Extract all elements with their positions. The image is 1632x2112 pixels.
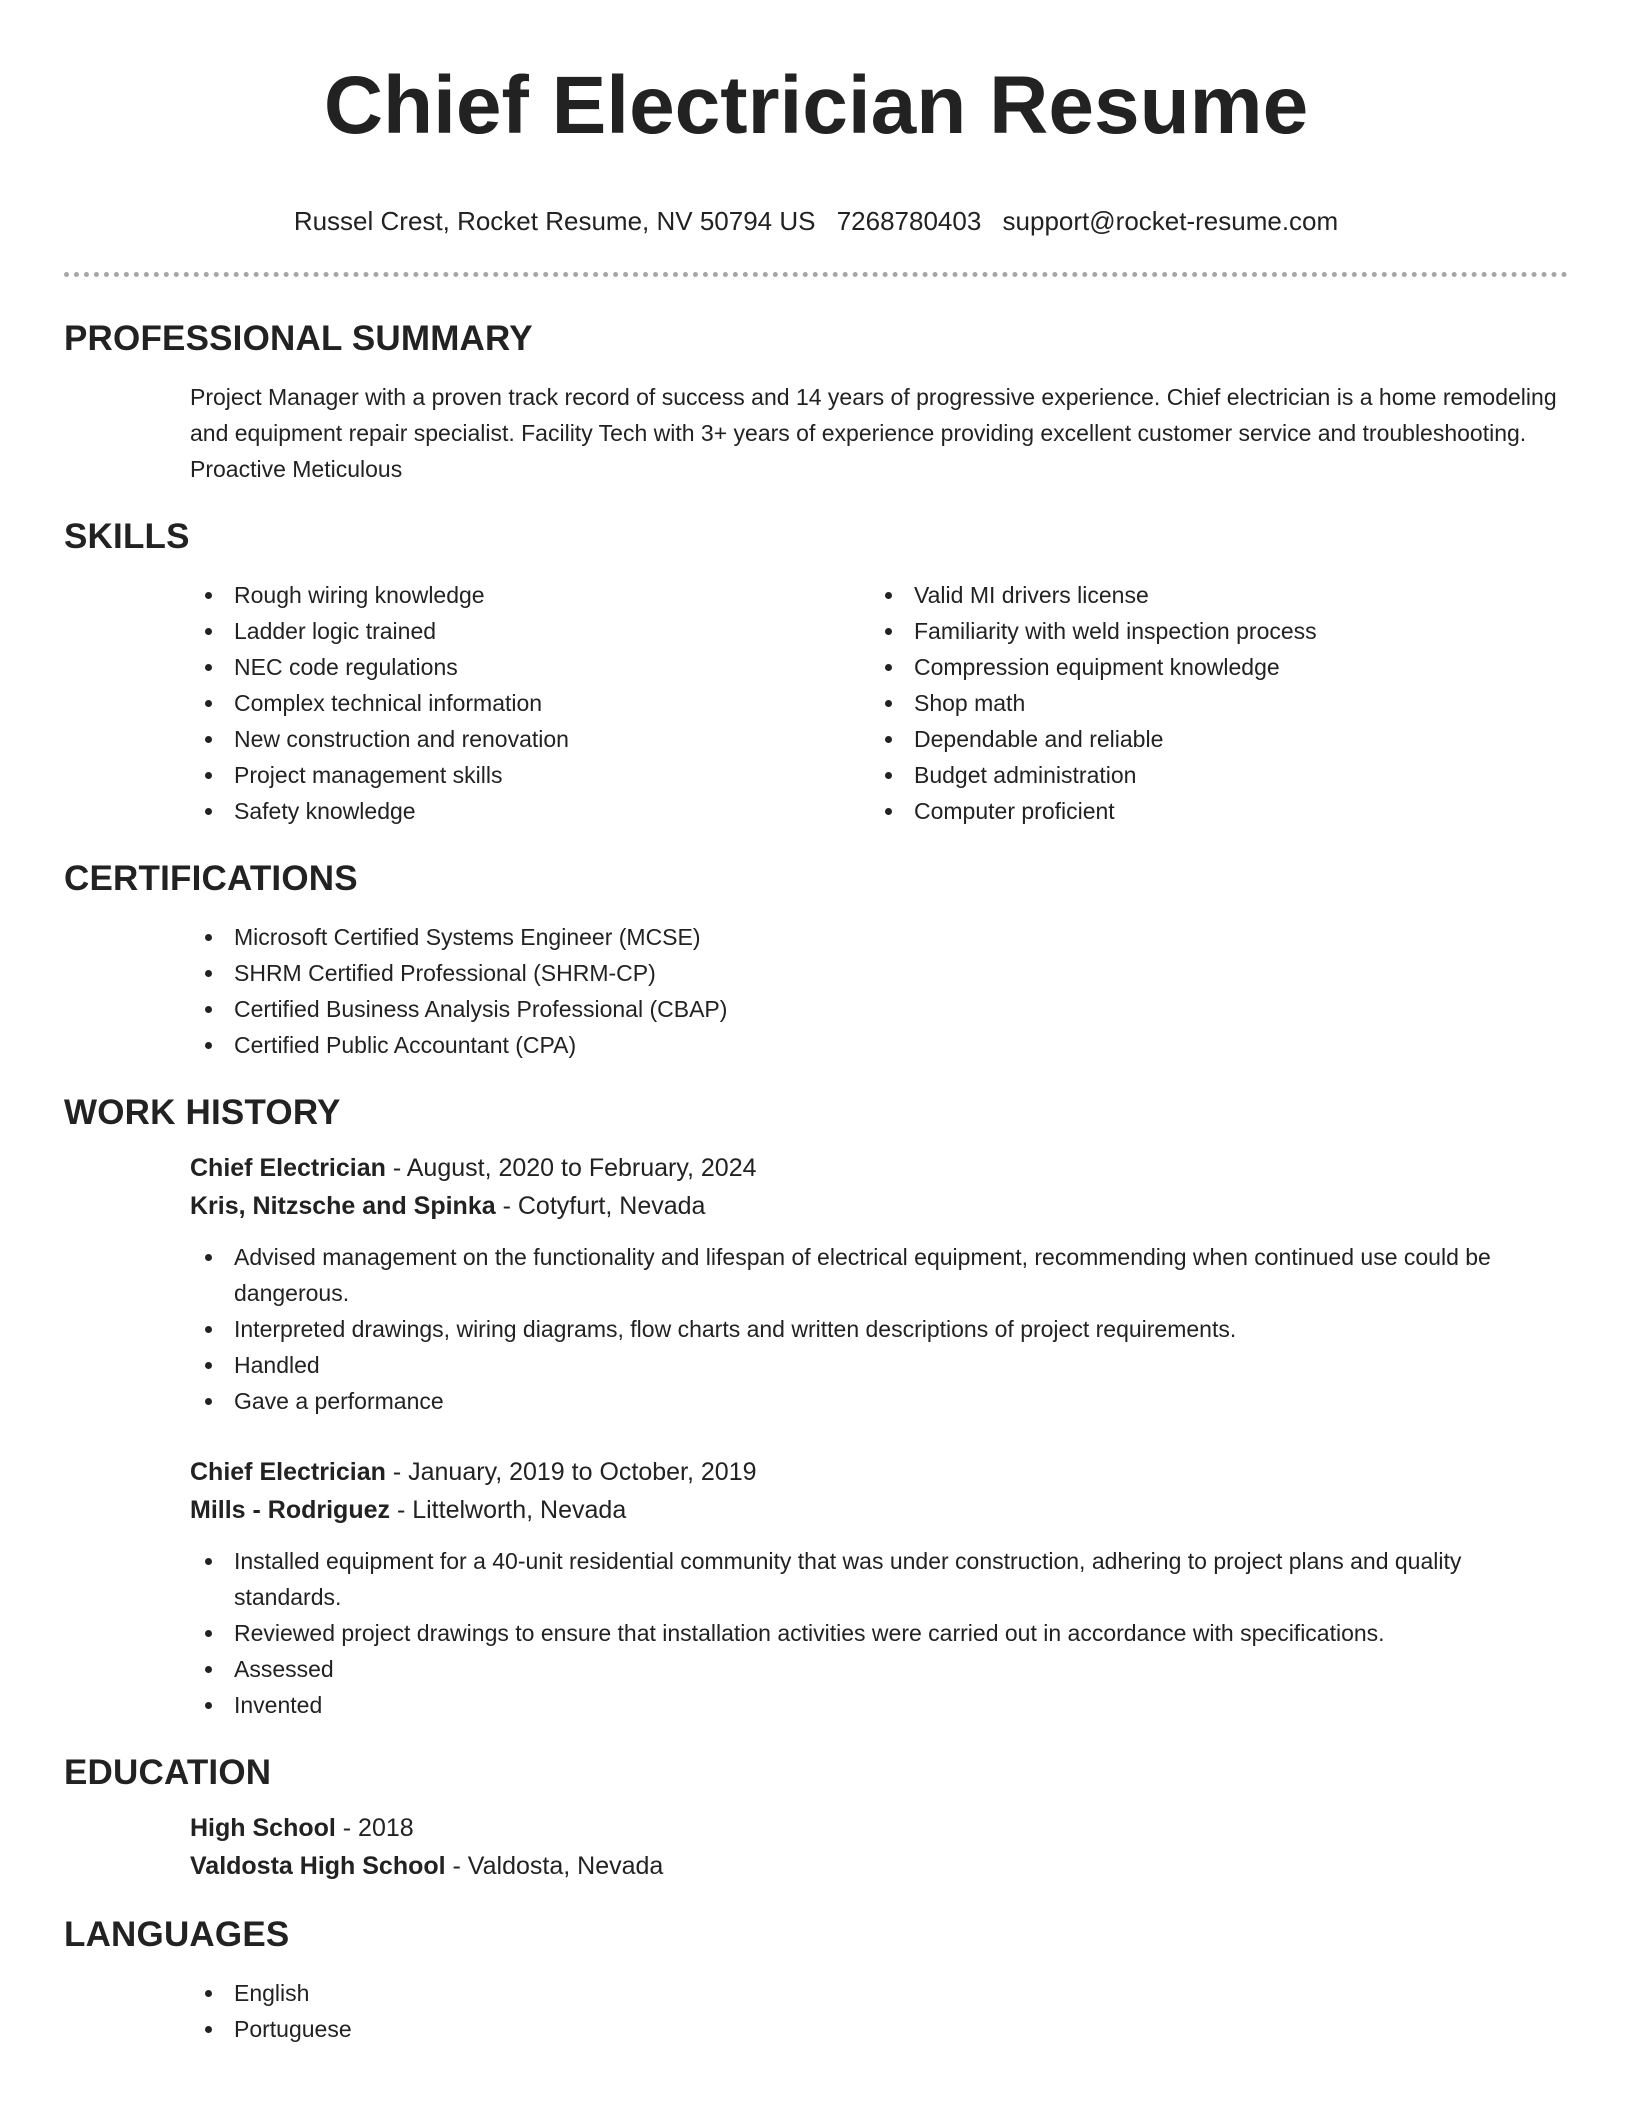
header-divider (64, 272, 1568, 277)
skill-item: Dependable and reliable (870, 721, 1550, 757)
job-duty: Installed equipment for a 40-unit residential community that was under construction, adhering to project plans and quality standards. (190, 1543, 1568, 1615)
resume-title: Chief Electrician Resume (323, 60, 1309, 151)
job-duty: Assessed (190, 1651, 1568, 1687)
job-duty: Handled (190, 1347, 1568, 1383)
job-company: Mills - Rodriguez (190, 1496, 390, 1524)
job-entry (64, 1453, 1568, 1723)
education-heading: EDUCATION (64, 1753, 272, 1792)
skill-item: Complex technical information (190, 685, 870, 721)
job-duty: Interpreted drawings, wiring diagrams, flow charts and written descriptions of project requirements. (190, 1311, 1568, 1347)
skill-item: NEC code regulations (190, 649, 870, 685)
skill-item: Safety knowledge (190, 793, 870, 829)
job-entry (64, 1149, 1568, 1419)
skill-item: Budget administration (870, 757, 1550, 793)
job-company-line (190, 1187, 1568, 1225)
degree-year: - 2018 (335, 1814, 414, 1842)
languages-list (190, 1975, 1568, 2047)
job-title-line (190, 1453, 1568, 1491)
certification-item: Certified Public Accountant (CPA) (190, 1027, 1568, 1063)
job-duty: Invented (190, 1687, 1568, 1723)
skill-item: Familiarity with weld inspection process (870, 613, 1550, 649)
contact-phone: 7268780403 (836, 206, 982, 236)
certification-item: Certified Business Analysis Professional (CBAP) (190, 991, 1568, 1027)
job-duties-list (190, 1239, 1568, 1419)
school-location: - Valdosta, Nevada (445, 1852, 664, 1880)
job-duty: Gave a performance (190, 1383, 1568, 1419)
contact-email: support@rocket-resume.com (1002, 206, 1339, 236)
degree-line (190, 1809, 1568, 1847)
language-item: Portuguese (190, 2011, 1568, 2047)
skill-item: Computer proficient (870, 793, 1550, 829)
job-title: Chief Electrician (190, 1154, 386, 1182)
job-title: Chief Electrician (190, 1458, 386, 1486)
job-dates: - August, 2020 to February, 2024 (385, 1154, 757, 1182)
certification-item: Microsoft Certified Systems Engineer (MCSE) (190, 919, 1568, 955)
school-name: Valdosta High School (190, 1852, 446, 1880)
job-location: - Littelworth, Nevada (390, 1496, 627, 1524)
job-dates: - January, 2019 to October, 2019 (385, 1458, 757, 1486)
job-duty: Reviewed project drawings to ensure that installation activities were carried out in accordance with specifications. (190, 1615, 1568, 1651)
summary-heading: PROFESSIONAL SUMMARY (64, 319, 533, 358)
skill-item: New construction and renovation (190, 721, 870, 757)
summary-text: Project Manager with a proven track record of success and 14 years of progressive experience. Chief electrician is a home remodeling and equipment repair specialist. Facility Tech with 3+ years of experience providing excellent customer service and troubleshooting. Proactive Meticulous (190, 384, 1557, 482)
contact-address: Russel Crest, Rocket Resume, NV 50794 US (293, 206, 816, 236)
skills-heading: SKILLS (64, 517, 190, 556)
job-company: Kris, Nitzsche and Spinka (190, 1192, 496, 1220)
skill-item: Valid MI drivers license (870, 577, 1550, 613)
job-duty: Advised management on the functionality and lifespan of electrical equipment, recommending when continued use could be dangerous. (190, 1239, 1568, 1311)
languages-heading: LANGUAGES (64, 1915, 290, 1954)
education-entry (64, 1809, 1568, 1885)
certifications-heading: CERTIFICATIONS (64, 859, 358, 898)
job-title-line (190, 1149, 1568, 1187)
skills-list (64, 577, 1568, 829)
certification-item: SHRM Certified Professional (SHRM-CP) (190, 955, 1568, 991)
job-company-line (190, 1491, 1568, 1529)
job-duties-list (190, 1543, 1568, 1723)
skill-item: Project management skills (190, 757, 870, 793)
degree-name: High School (190, 1814, 336, 1842)
language-item: English (190, 1975, 1568, 2011)
school-line (190, 1847, 1568, 1885)
skill-item: Rough wiring knowledge (190, 577, 870, 613)
certifications-list (190, 919, 1568, 1063)
skill-item: Compression equipment knowledge (870, 649, 1550, 685)
contact-line (64, 204, 1568, 238)
skill-item: Ladder logic trained (190, 613, 870, 649)
skill-item: Shop math (870, 685, 1550, 721)
work-history-heading: WORK HISTORY (64, 1093, 341, 1132)
job-location: - Cotyfurt, Nevada (495, 1192, 706, 1220)
